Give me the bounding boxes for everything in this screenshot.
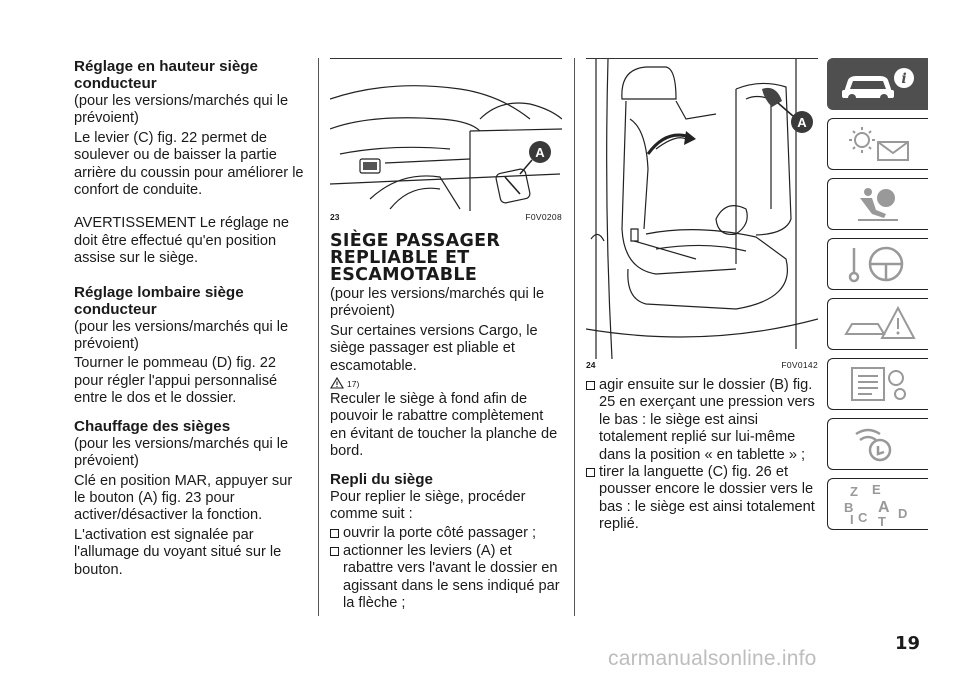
warning-reference (330, 377, 562, 389)
car-info-icon (838, 64, 918, 104)
paragraph: Le levier (C) fig. 22 permet de soulever ou de baisser la partie arrière du coussin pour améliorer le confort de conduite. (74, 129, 304, 199)
list-item: tirer la languette (C) fig. 26 et pousser encore le dossier vers le bas : le siège est ainsi totalement replié. (586, 464, 818, 534)
multimedia-icon (838, 424, 918, 464)
column-divider (318, 58, 319, 616)
svg-text:D: D (898, 506, 908, 521)
airbag-icon (838, 184, 918, 224)
column-middle (330, 58, 562, 613)
figure-caption (330, 212, 562, 223)
heading-lumbar-adjust: Réglage lombaire siège conducteur (74, 283, 244, 318)
list-item: ouvrir la porte côté passager ; (330, 525, 562, 542)
svg-text:A: A (878, 499, 890, 516)
figure-23 (330, 58, 562, 223)
warning-ref-number: 17) (347, 379, 360, 390)
warning-lights-icon (838, 124, 918, 164)
warning-triangle-icon (330, 377, 344, 389)
figure-number: 24 (586, 360, 596, 370)
tab-vehicle-knowledge[interactable] (827, 58, 928, 110)
emergency-triangle-icon (838, 304, 918, 344)
svg-text:T: T (878, 514, 886, 526)
figure-code: F0V0142 (781, 360, 818, 370)
tab-maintenance[interactable] (827, 358, 928, 410)
column-divider (574, 58, 575, 616)
tab-multimedia[interactable] (827, 418, 928, 470)
section-title: SIÈGE PASSAGER REPLIABLE ET ESCAMOTABLE (330, 231, 501, 285)
callout-label: A (797, 115, 807, 130)
passenger-seat-illustration (586, 59, 818, 359)
tab-emergency[interactable] (827, 298, 928, 350)
figure-caption (586, 360, 818, 371)
heading-fold-seat: Repli du siège (330, 470, 433, 488)
svg-text:Z: Z (850, 484, 858, 499)
heading-seat-heating: Chauffage des sièges (74, 417, 231, 435)
paragraph: Reculer le siège à fond afin de pouvoir le rabattre complètement en évitant de toucher la planche de bord. (330, 391, 558, 460)
warning-paragraph: AVERTISSEMENT Le réglage ne doit être effectué qu'en position assise sur le siège. (74, 215, 289, 267)
tab-warning-lights[interactable] (827, 118, 928, 170)
figure-24 (586, 58, 818, 371)
svg-text:I: I (850, 512, 854, 526)
figure-number: 23 (330, 212, 340, 222)
paragraph: (pour les versions/marchés qui le prévoient) (74, 93, 289, 127)
paragraph: (pour les versions/marchés qui le prévoient) (330, 286, 545, 320)
checkbox-bullet-icon (586, 468, 595, 477)
svg-text:B: B (844, 500, 854, 515)
index-letters-icon (838, 482, 918, 526)
heading-height-adjust: Réglage en hauteur siège conducteur (74, 58, 258, 92)
tab-starting-driving[interactable] (827, 238, 928, 290)
paragraph: (pour les versions/marchés qui le prévoient) (74, 435, 289, 470)
paragraph: Sur certaines versions Cargo, le siège passager est pliable et escamotable. (330, 322, 538, 374)
tab-index[interactable] (827, 478, 928, 530)
seat-heating-button-illustration (330, 59, 562, 211)
figure-code: F0V0208 (525, 212, 562, 222)
paragraph: (pour les versions/marchés qui le prévoient) (74, 318, 289, 353)
paragraph: Clé en position MAR, appuyer sur le bouton (A) fig. 23 pour activer/désactiver la fonction. (74, 472, 293, 524)
column-right (586, 58, 818, 534)
page-number: 19 (895, 633, 921, 654)
watermark: carmanualsonline.info (608, 647, 817, 670)
paragraph: Tourner le pommeau (D) fig. 22 pour régler l'appui personnalisé entre le dos et le dossier. (74, 355, 278, 407)
svg-text:C: C (858, 510, 868, 525)
paragraph: L'activation est signalée par l'allumage du voyant situé sur le bouton. (74, 526, 282, 578)
list-item: agir ensuite sur le dossier (B) fig. 25 en exerçant une pression vers le bas : le siège est ainsi totalement replié sur lui-même dans la position « en tablette » ; (586, 377, 818, 464)
svg-text:E: E (872, 482, 881, 497)
checkbox-bullet-icon (586, 381, 595, 390)
checkbox-bullet-icon (330, 529, 339, 538)
list-item: actionner les leviers (A) et rabattre vers l'avant le dossier en agissant dans le sens indiqué par la flèche ; (330, 543, 562, 613)
chapter-tabs (827, 58, 928, 538)
tab-safety[interactable] (827, 178, 928, 230)
paragraph: Pour replier le siège, procéder comme suit : (330, 488, 526, 523)
steering-wheel-key-icon (838, 244, 918, 284)
checkbox-bullet-icon (330, 547, 339, 556)
column-left (74, 58, 306, 581)
svg-text:i: i (901, 71, 907, 87)
callout-label: A (535, 145, 545, 160)
maintenance-checklist-icon (838, 364, 918, 404)
